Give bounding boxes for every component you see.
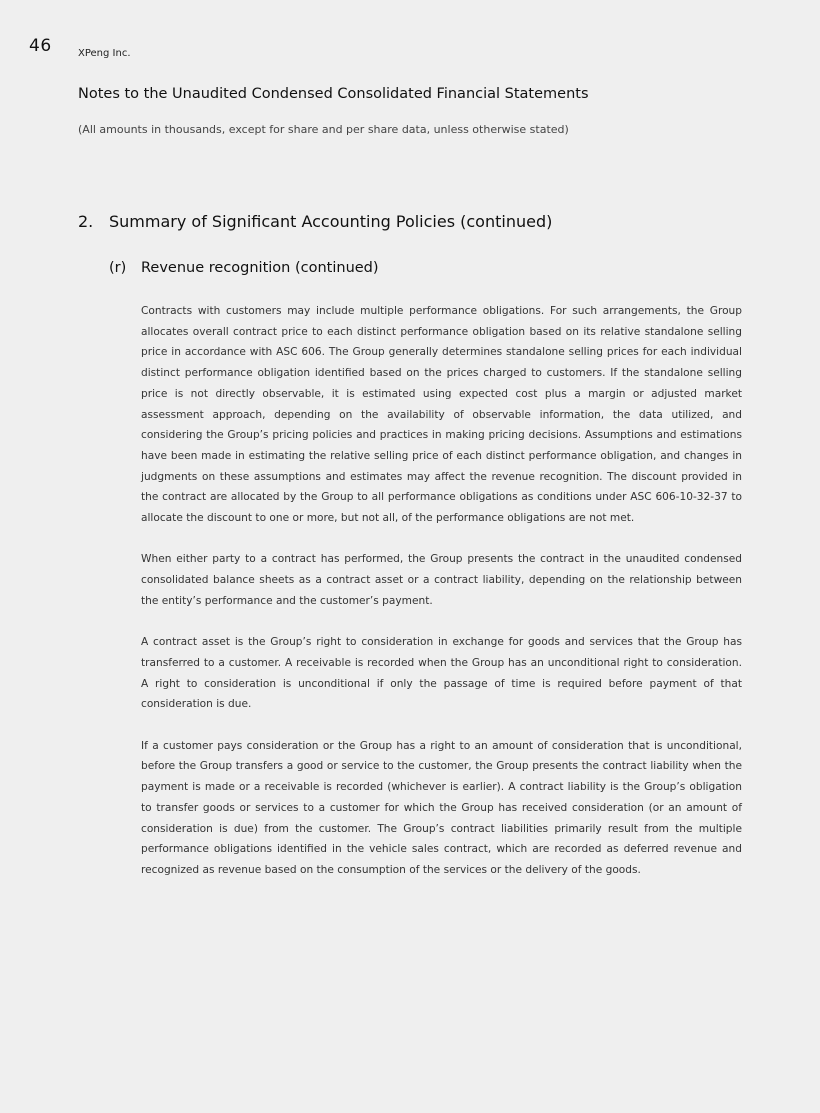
subsection-number: (r) (109, 260, 127, 276)
body-text (141, 301, 742, 901)
paragraph: When either party to a contract has performed, the Group presents the contract in the unaudited condensed consolidated balance sheets as a contract asset or a contract liability, depending on the relationship between the entity’s performance and the customer’s payment. (141, 553, 742, 607)
section-number: 2. (78, 212, 94, 231)
paragraph: Contracts with customers may include multiple performance obligations. For such arrangements, the Group allocates overall contract price to each distinct performance obligation based on its relative standalone selling price in accordance with ASC 606. The Group generally determines standalone selling prices for each individual distinct performance obligation identified based on the prices charged to customers. If the standalone selling price is not directly observable, it is estimated using expected cost plus a margin or adjusted market assessment approach, depending on the availability of observable information, the data utilized, and considering the Group’s pricing policies and practices in making pricing decisions. Assumptions and estimations have been made in estimating the relative selling price of each distinct performance obligation, and changes in judgments on these assumptions and estimates may affect the revenue recognition. The discount provided in the contract are allocated by the Group to all performance obligations as conditions under ASC 606-10-32-37 to allocate the discount to one or more, but not all, of the performance obligations are not met. (141, 305, 742, 525)
document-subtitle: (All amounts in thousands, except for share and per share data, unless otherwise stated) (78, 123, 569, 136)
section-heading (78, 212, 552, 231)
company-name: XPeng Inc. (78, 48, 131, 59)
section-title: Summary of Significant Accounting Policies (continued) (109, 212, 553, 231)
page-number: 46 (29, 36, 52, 56)
paragraph: A contract asset is the Group’s right to consideration in exchange for goods and services that the Group has transferred to a customer. A receivable is recorded when the Group has an unconditional right to consideration. A right to consideration is unconditional if only the passage of time is required before payment of that consideration is due. (141, 636, 742, 711)
subsection-heading (109, 260, 379, 276)
document-title: Notes to the Unaudited Condensed Consolidated Financial Statements (78, 86, 589, 102)
paragraph: If a customer pays consideration or the Group has a right to an amount of consideration that is unconditional, before the Group transfers a good or service to the customer, the Group presents the contract liability when the payment is made or a receivable is recorded (whichever is earlier). A contract liability is the Group’s obligation to transfer goods or services to a customer for which the Group has received consideration (or an amount of consideration is due) from the customer. The Group’s contract liabilities primarily result from the multiple performance obligations identified in the vehicle sales contract, which are recorded as deferred revenue and recognized as revenue based on the consumption of the services or the delivery of the goods. (141, 739, 742, 876)
subsection-title: Revenue recognition (continued) (141, 260, 379, 276)
